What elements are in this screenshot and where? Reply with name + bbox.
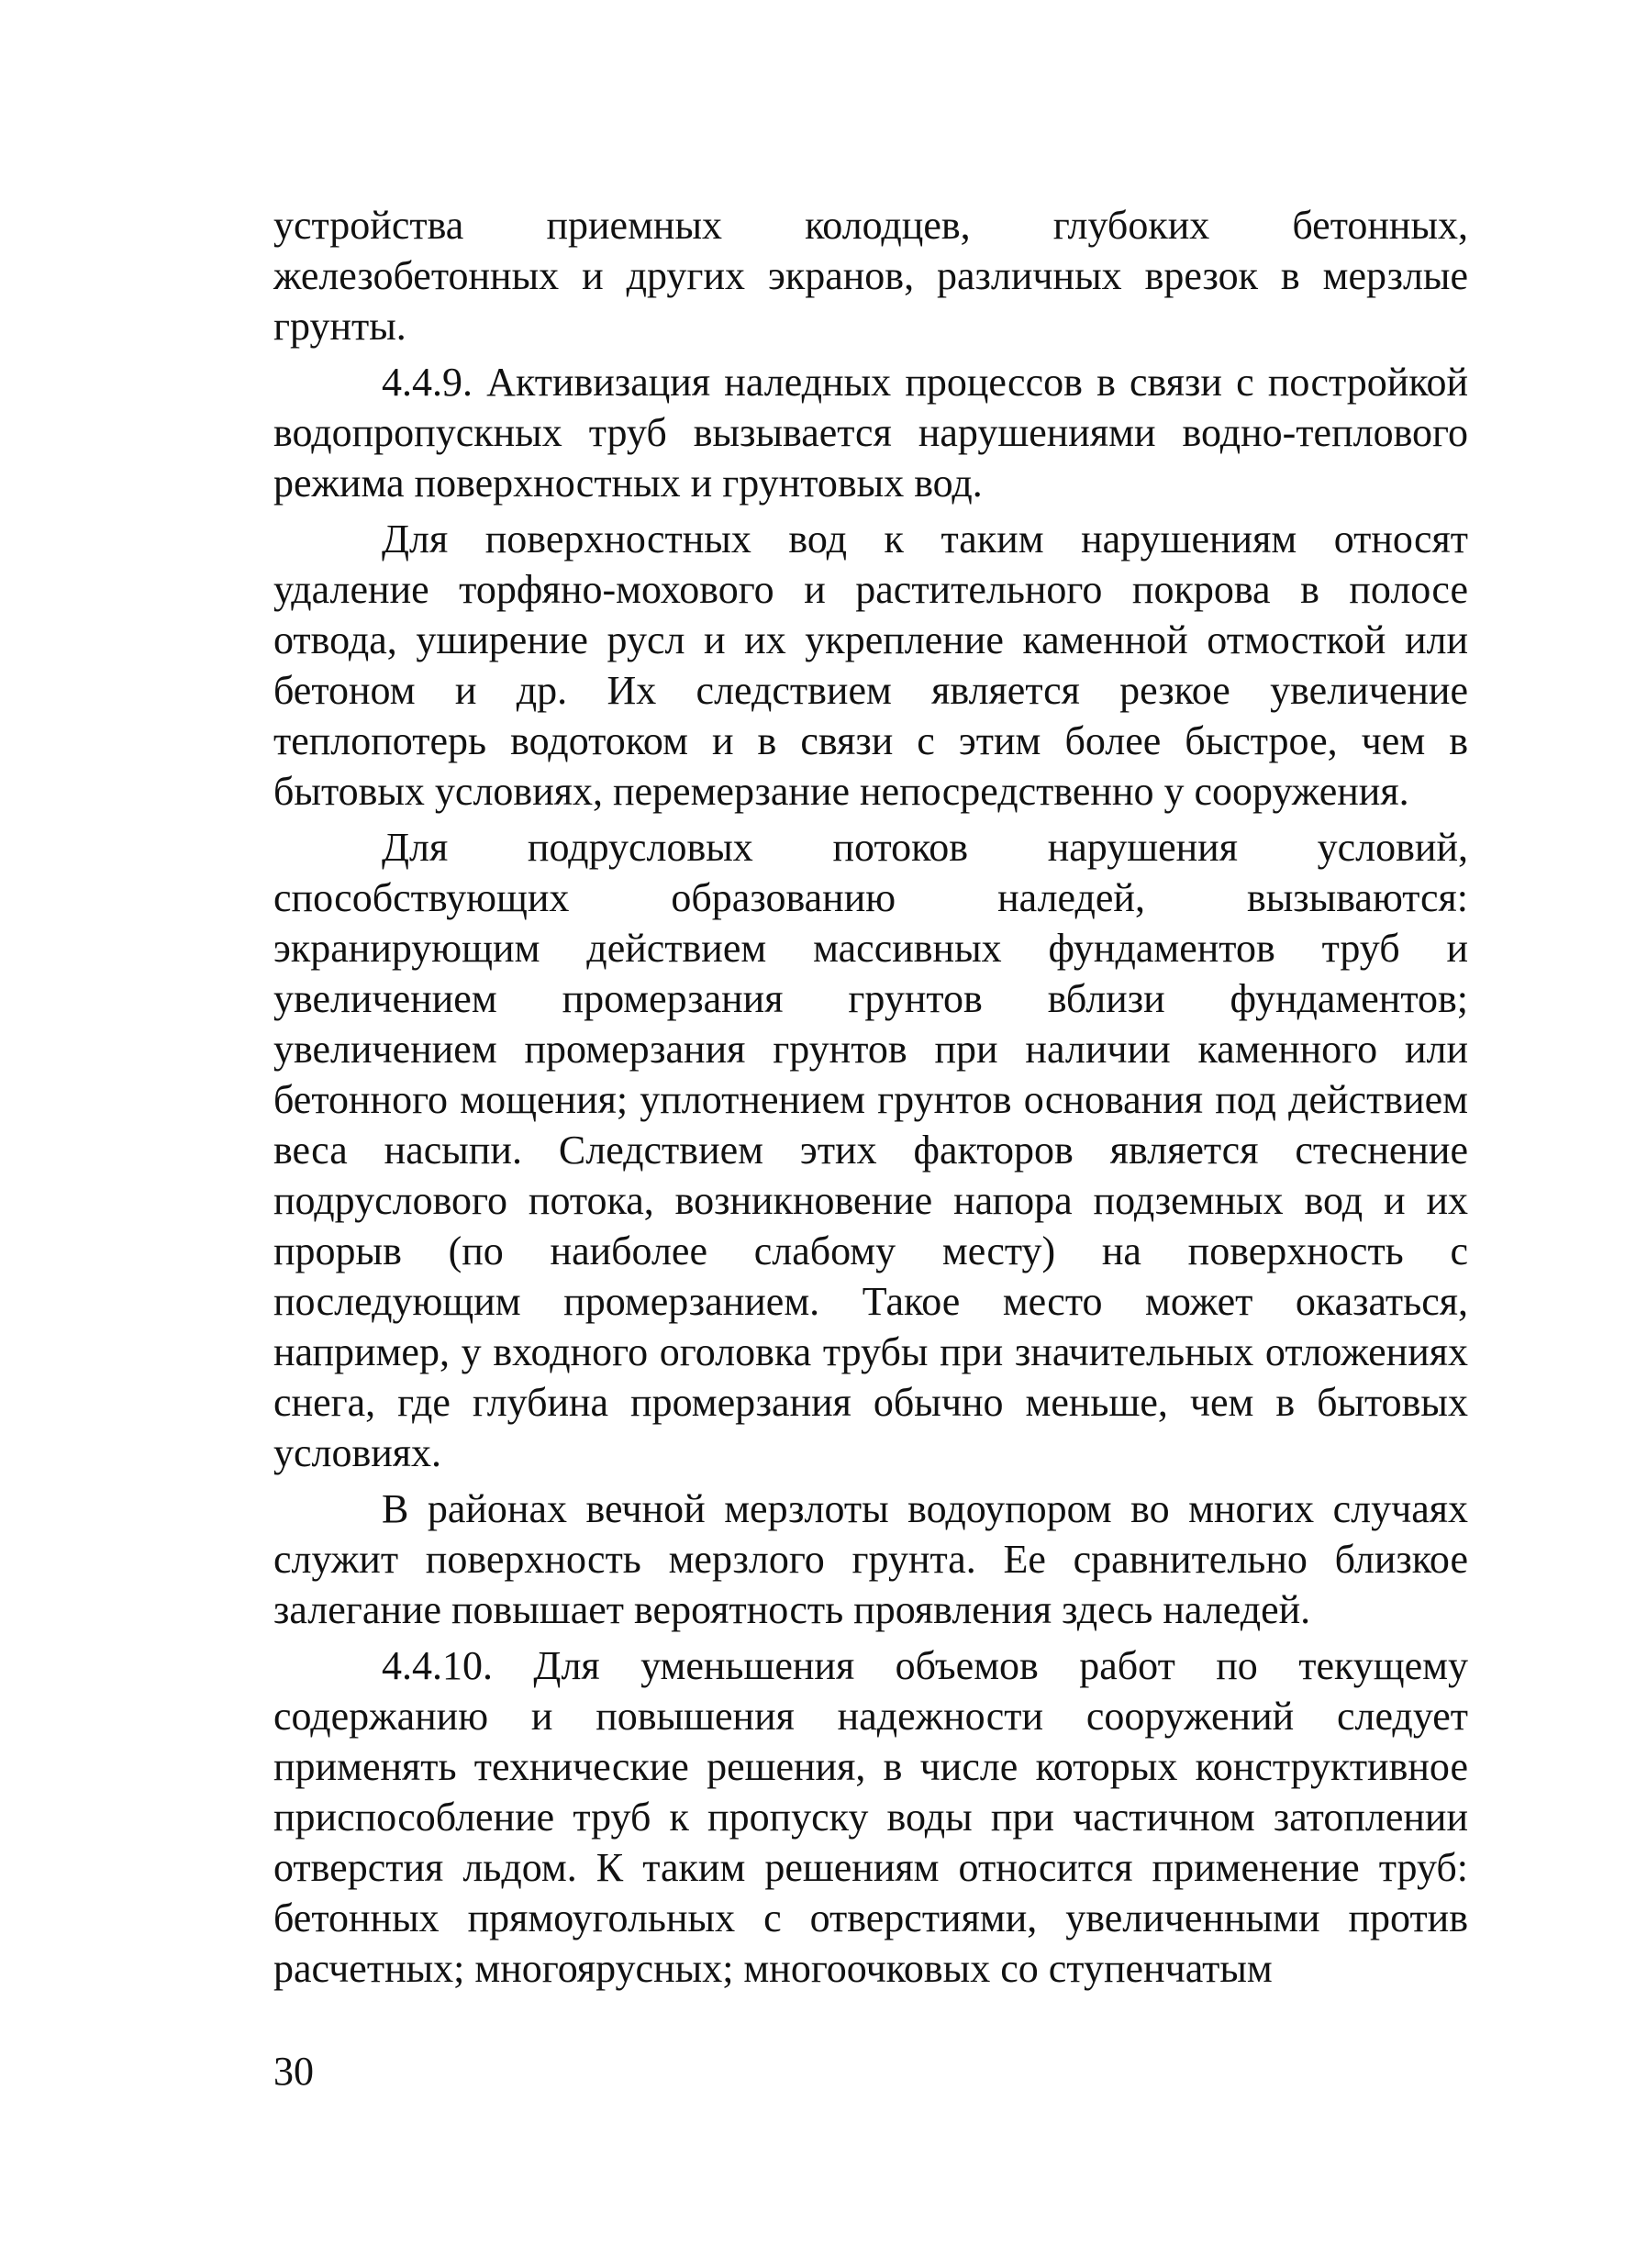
paragraph-subsurface-flow: Для подрусловых потоков нарушения условий, способствующих образованию наледей, вызываются: экранирующим действием массивных фундаментов труб и увеличением промерзания грунтов вблизи фундаментов; увеличением промерзания грунтов при наличии каменного или бетонного мощения; уплотнением грунтов основания под действием веса насыпи. Следствием этих факторов является стеснение подруслового потока, возникновение напора подземных вод и их прорыв (по наиболее слабому месту) на поверхность с последующим промерзанием. Такое место может оказаться, например, у входного оголовка трубы при значительных отложениях снега, где глубина промерзания обычно меньше, чем в бытовых условиях. <box>273 825 1468 1475</box>
body-text <box>273 200 1468 1994</box>
paragraph-surface-water: Для поверхностных вод к таким нарушениям относят удаление торфяно-мохового и растительного покрова в полосе отвода, уширение русл и их укрепление каменной отмосткой или бетоном и др. Их следствием является резкое увеличение теплопотерь водотоком и в связи с этим более быстрое, чем в бытовых условиях, перемерзание непосредственно у сооружения. <box>273 517 1468 814</box>
paragraph-continuation: устройства приемных колодцев, глубоких бетонных, железобетонных и других экранов, различных врезок в мерзлые грунты. <box>273 203 1468 349</box>
paragraph-4-4-9: 4.4.9. Активизация наледных процессов в связи с постройкой водопропускных труб вызывается нарушениями водно-теплового режима поверхностных и грунтовых вод. <box>273 360 1468 506</box>
paragraph-4-4-10: 4.4.10. Для уменьшения объемов работ по текущему содержанию и повышения надежности сооружений следует применять технические решения, в числе которых конструктивное приспособление труб к пропуску воды при частичном затоплении отверстия льдом. К таким решениям относится применение труб: бетонных прямоугольных с отверстиями, увеличенными против расчетных; многоярусных; многоочковых со ступенчатым <box>273 1643 1468 1991</box>
paragraph-permafrost: В районах вечной мерзлоты водоупором во многих случаях служит поверхность мерзлого грунта. Ее сравнительно близкое залегание повышает вероятность проявления здесь наледей. <box>273 1486 1468 1632</box>
page-number: 30 <box>273 2049 314 2094</box>
